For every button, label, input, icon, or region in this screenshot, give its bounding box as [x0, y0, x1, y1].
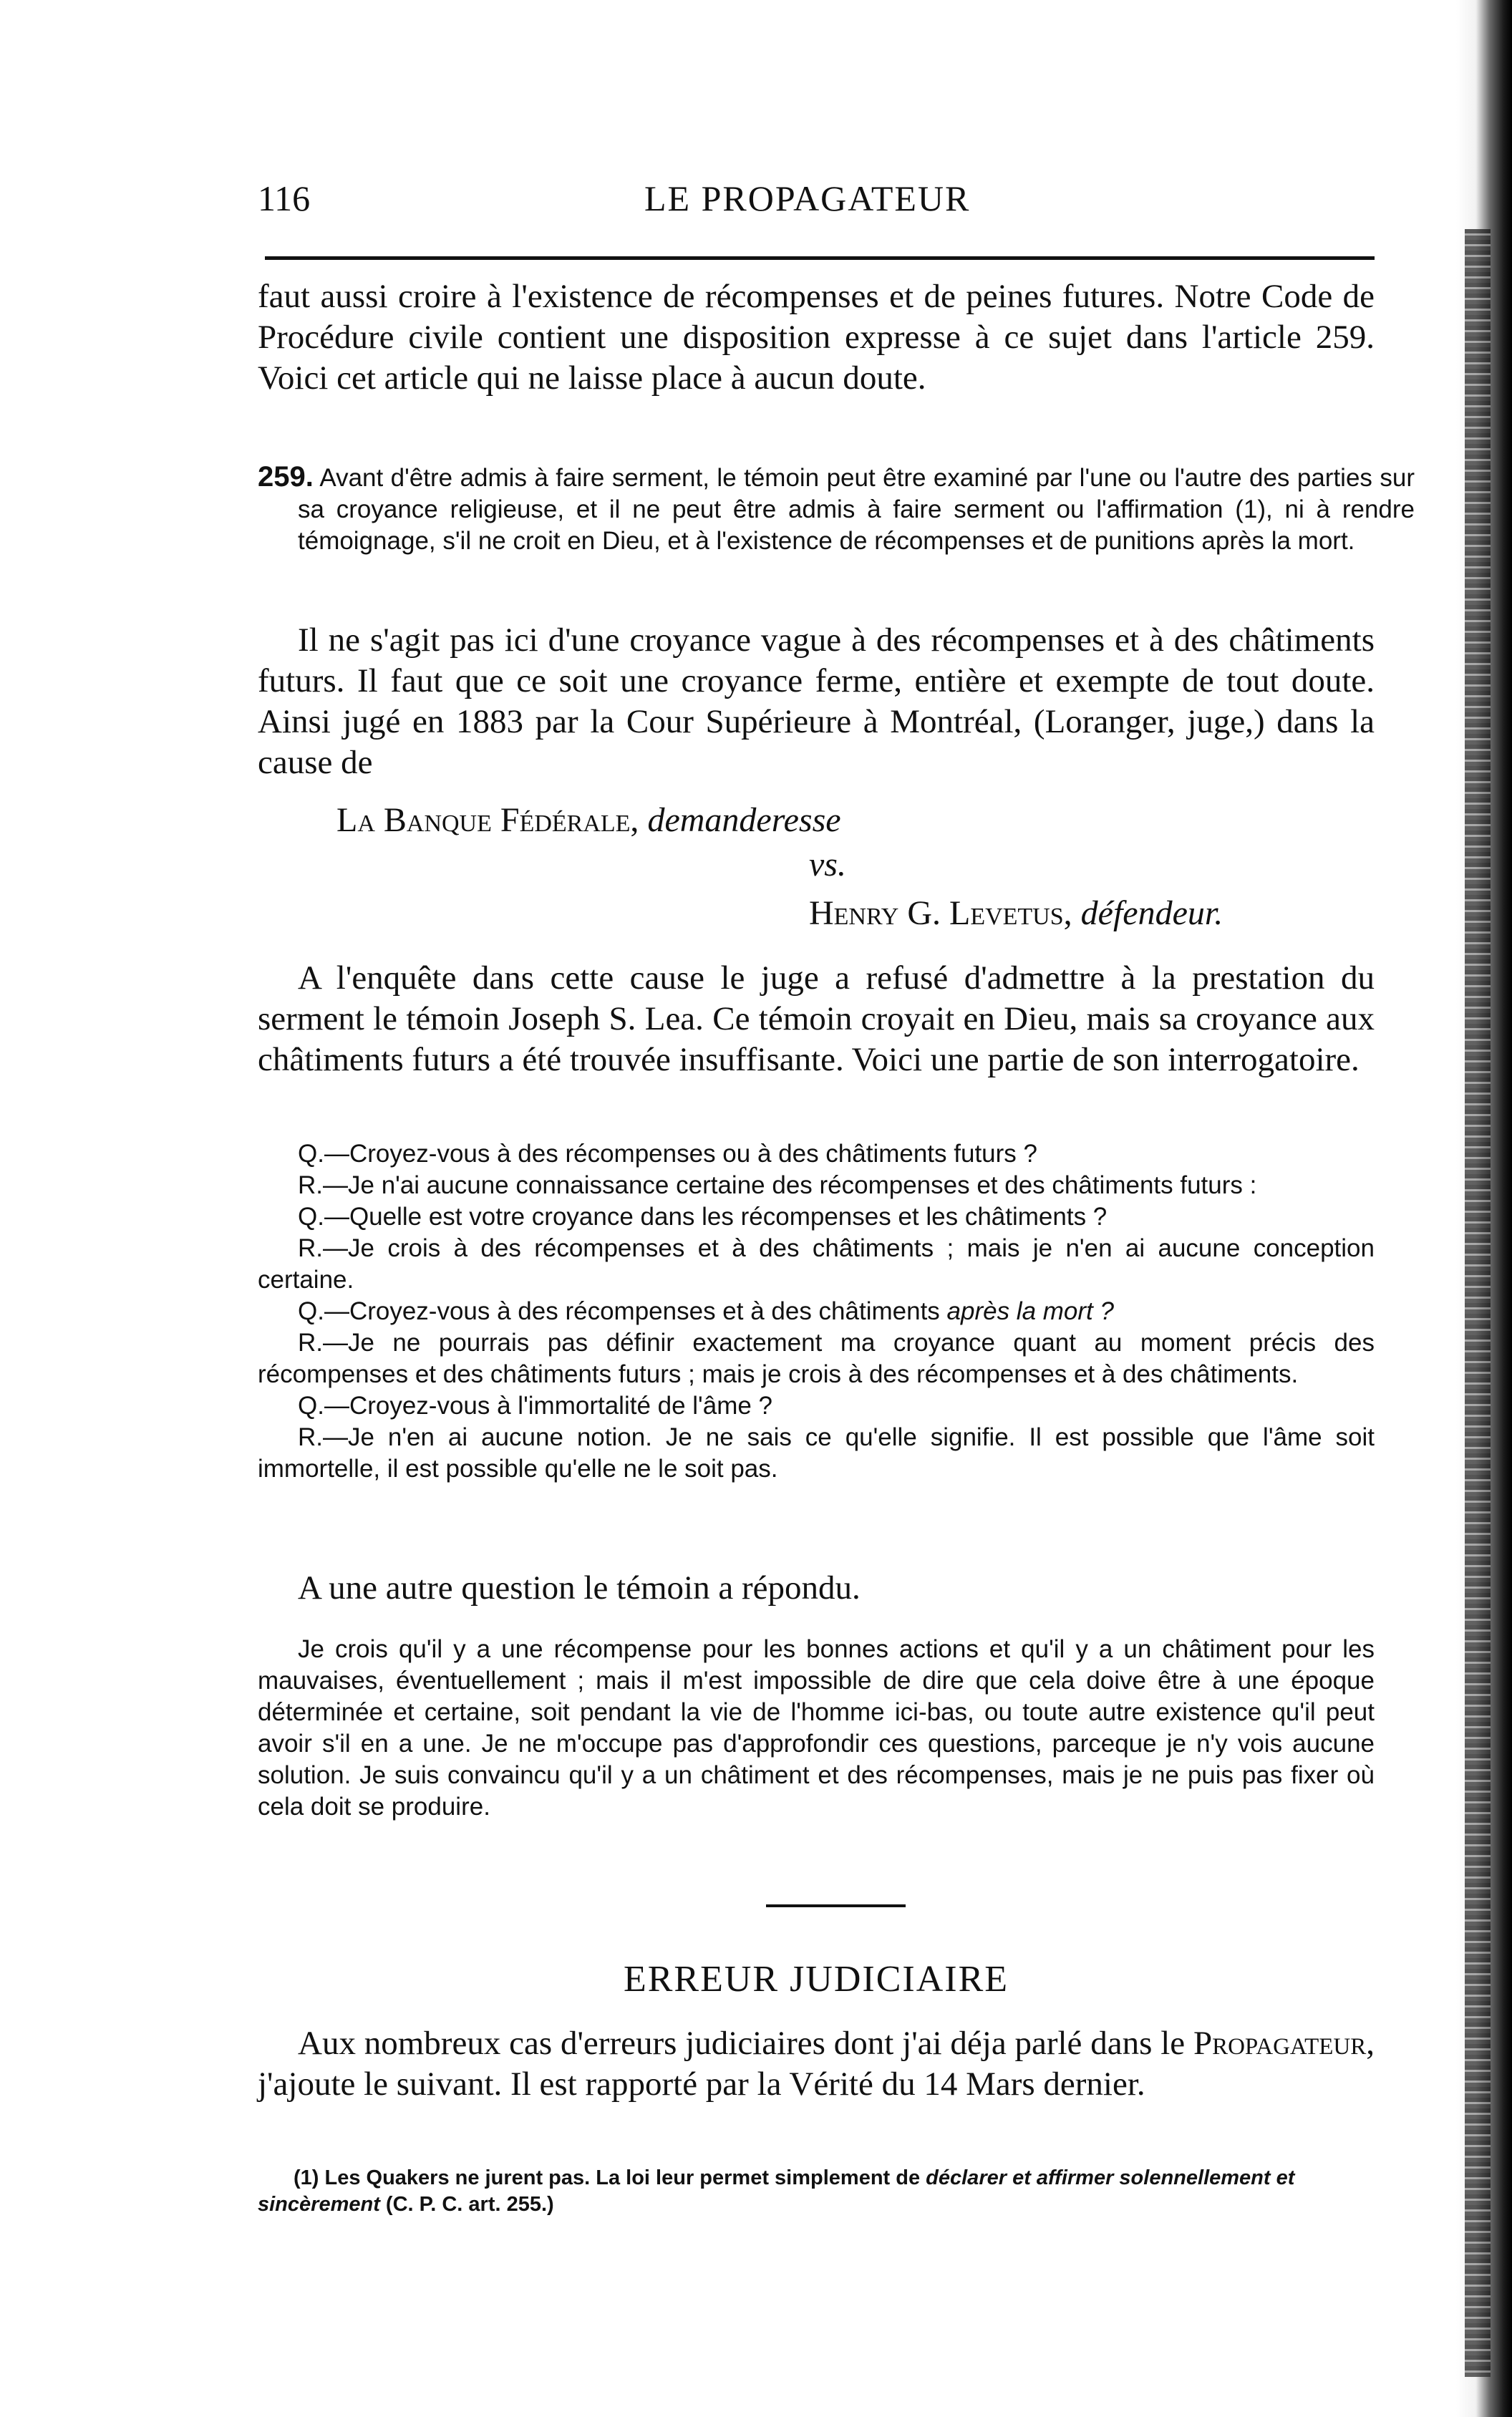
case-defendant: Henry G. Levetus, [809, 894, 1072, 932]
article-number: 259. [258, 461, 314, 493]
interrogatoire-line: R.—Je n'en ai aucune notion. Je ne sais ce qu'elle signifie. Il est possible que l'âme soit immortelle, il est possible qu'elle ne le soit pas. [258, 1423, 1375, 1483]
interrogatoire-line-mixed [258, 1296, 1375, 1327]
temoin-reponse-quote: Je crois qu'il y a une récompense pour les bonnes actions et qu'il y a un châtiment pour les mauvaises, éventuellement ; mais il m'est impossible de dire que cela doive être à une époque déterminée et certaine, soit pendant la vie de l'homme ici-bas, ou toute autre existence qu'il peut avoir s'il en a une. Je ne m'occupe pas d'approfondir ces questions, parceque je n'y vois aucune solution. Je suis convaincu qu'il y a un châtiment et des récompenses, mais je ne puis pas fixer où cela doit se produire. [258, 1635, 1375, 1821]
paragraph-autre-question: A une autre question le témoin a répondu. [298, 1569, 861, 1607]
case-plaintiff: La Banque Fédérale, [336, 801, 639, 839]
interrogatoire-line: Q.—Croyez-vous à des récompenses et à des châtiments [298, 1297, 947, 1325]
journal-name: Propagateur [1193, 2025, 1367, 2062]
paragraph-erreur-judiciaire [258, 2023, 1375, 2105]
paragraph-croyance: Il ne s'agit pas ici d'une croyance vague à des récompenses et à des châtiments futurs. Il faut que ce soit une croyance ferme, entière et exempte de tout doute. Ainsi jugé en 1883 par la Cour Supérieure à Montréal, (Loranger, juge,) dans la cause de [258, 621, 1375, 781]
interrogatoire-line: R.—Je crois à des récompenses et à des châtiments ; mais je n'en ai aucune conception certaine. [258, 1234, 1375, 1294]
running-title: LE PROPAGATEUR [644, 178, 971, 218]
section-title: ERREUR JUDICIAIRE [623, 1959, 1009, 2000]
footnote-before: (1) Les Quakers ne jurent pas. La loi leur permet simplement de [294, 2166, 926, 2189]
article-259-quote [258, 461, 1415, 557]
interrogatoire-italic: après la mort ? [946, 1297, 1114, 1325]
footnote-after: (C. P. C. art. 255.) [379, 2193, 554, 2216]
interrogatoire-line: Q.—Croyez-vous à l'immortalité de l'âme ? [298, 1392, 773, 1420]
page-number: 116 [258, 178, 311, 218]
case-plaintiff-line [336, 800, 841, 840]
interrogatoire-line: R.—Je ne pourrais pas définir exactement ma croyance quant au moment précis des récompenses et des châtiments futurs ; mais je crois à des récompenses et à des châtiments. [258, 1329, 1375, 1388]
paragraph-intro: faut aussi croire à l'existence de récompenses et de peines futures. Notre Code de Procédure civile contient une disposition expresse à ce sujet dans l'article 259. Voici cet article qui ne laisse place à aucun doute. [258, 278, 1375, 397]
interrogatoire-line: Q.—Croyez-vous à des récompenses ou à des châtiments futurs ? [298, 1140, 1037, 1168]
footnote-italic: déclarer et affirmer solennellement et sincèrement [258, 2166, 1295, 2216]
interrogatoire-line: Q.—Quelle est votre croyance dans les récompenses et les châtiments ? [298, 1203, 1108, 1231]
header-rule [265, 256, 1375, 260]
case-defendant-line [809, 893, 1223, 933]
interrogatoire [258, 1138, 1375, 1485]
page-edge-texture [1465, 229, 1491, 2377]
interrogatoire-line: R.—Je n'ai aucune connaissance certaine des récompenses et des châtiments futurs : [298, 1171, 1257, 1199]
case-versus: vs. [809, 846, 846, 883]
case-plaintiff-role: demanderesse [647, 801, 841, 839]
paragraph-enquete: A l'enquête dans cette cause le juge a refusé d'admettre à la prestation du serment le témoin Joseph S. Lea. Ce témoin croyait en Dieu, mais sa croyance aux châtiments futurs a été trouvée insuffisante. Voici une partie de son interrogatoire. [258, 959, 1375, 1078]
case-defendant-role: défendeur. [1080, 894, 1223, 932]
para5-before: Aux nombreux cas d'erreurs judiciaires dont j'ai déja parlé dans le [298, 2025, 1193, 2062]
page-header [258, 178, 1375, 221]
footnote [258, 2165, 1375, 2218]
para5-after: , j'ajoute le suivant. Il est rapporté par la Vérité du 14 Mars dernier. [258, 2025, 1375, 2103]
article-text: Avant d'être admis à faire serment, le témoin peut être examiné par l'une ou l'autre des parties sur sa croyance religieuse, et il ne peut être admis à faire serment ou l'affirmation (1), ni à rendre témoignage, s'il ne croit en Dieu, et à l'existence de récompenses et de punitions après la mort. [298, 464, 1415, 555]
section-divider [766, 1904, 906, 1907]
